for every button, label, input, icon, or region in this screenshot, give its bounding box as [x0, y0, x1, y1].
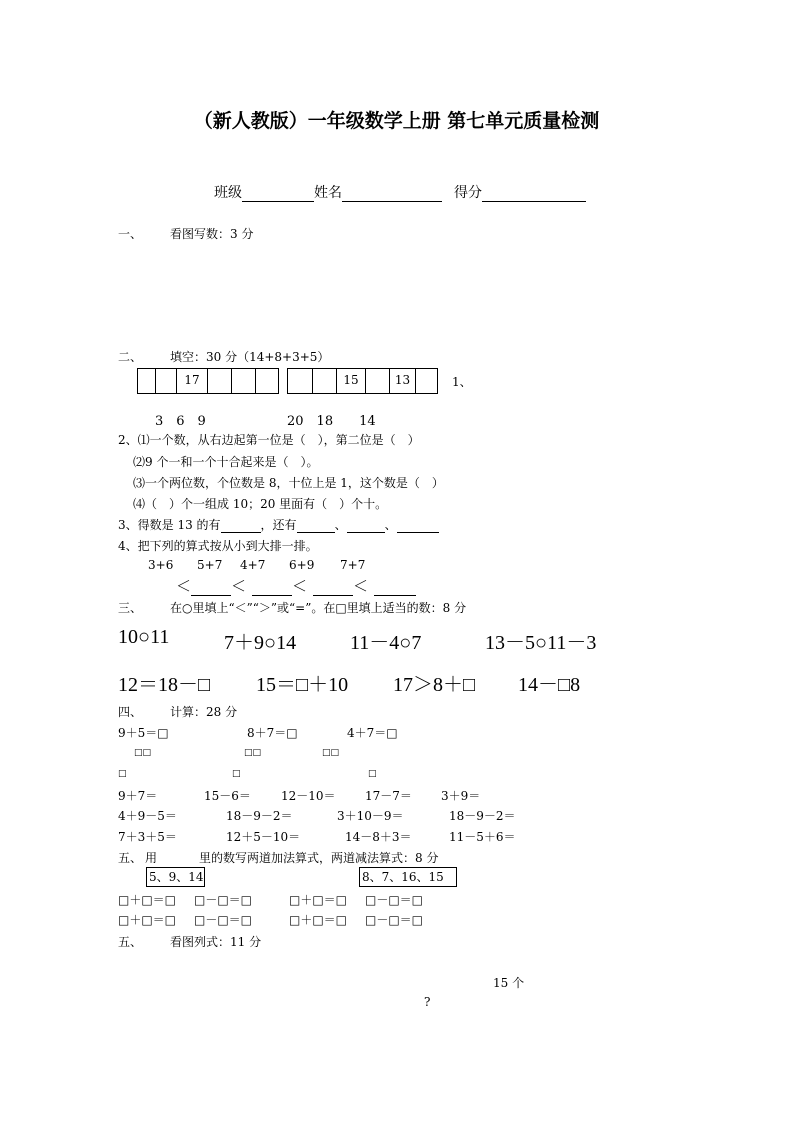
expr-item: 5+7 [197, 558, 223, 572]
grid-cell: 13 [390, 368, 416, 394]
question-2b: ⑵9 个一和一个十合起来是（ ）。 [133, 455, 319, 469]
question-2a: 2、⑴一个数，从右边起第一位是（ ），第二位是（ ） [118, 433, 420, 447]
grid-cell[interactable] [256, 368, 279, 394]
section-4-number: 四、 [118, 705, 143, 719]
calc-item: 4＋7＝□ [347, 726, 398, 740]
number-grid-right [287, 368, 438, 394]
separator: 、 [384, 518, 397, 532]
question-4: 4、把下列的算式按从小到大排一排。 [118, 539, 318, 553]
expr-item: 4+7 [240, 558, 266, 572]
section-4-heading: 计算：28 分 [170, 705, 238, 719]
section-1-heading: 看图写数：3 分 [170, 227, 254, 241]
expr-item: 6+9 [289, 558, 315, 572]
name-label: 姓名 [314, 185, 342, 201]
less-than-sign: ＜ [176, 577, 192, 595]
answer-blank[interactable] [221, 518, 261, 533]
compare-item: 11－4○7 [350, 632, 422, 654]
equation-template: □－□＝□ [194, 913, 253, 927]
compare-item: 7＋9○14 [224, 632, 297, 654]
grid-cell[interactable] [313, 368, 337, 394]
student-info-line [214, 182, 586, 202]
calc-item: 18－9－2＝ [449, 809, 516, 823]
calc-item: 9＋5＝□ [118, 726, 169, 740]
question-3-more: ，还有 [260, 518, 297, 532]
fill-item: 17＞8＋□ [393, 674, 476, 696]
calc-item: 17－7＝ [365, 789, 412, 803]
separator: 、 [334, 518, 347, 532]
less-than-sign: ＜ [353, 577, 369, 595]
grid-cell[interactable] [288, 368, 313, 394]
work-box: □ [232, 769, 241, 779]
calc-item: 7＋3＋5＝ [118, 830, 177, 844]
number-set-box: 5、9、14 [146, 867, 205, 887]
calc-item: 3＋10－9＝ [337, 809, 404, 823]
score-blank[interactable] [482, 187, 586, 202]
grid-cell[interactable] [156, 368, 177, 394]
question-3 [118, 516, 439, 533]
work-box: □ [118, 769, 127, 779]
calc-item: 8＋7＝□ [247, 726, 298, 740]
work-boxes: □□ [134, 748, 152, 758]
calc-item: 12＋5－10＝ [226, 830, 301, 844]
calc-item: 14－8＋3＝ [345, 830, 412, 844]
grid-cell[interactable] [232, 368, 256, 394]
equation-template: □＋□＝□ [289, 893, 348, 907]
work-box: □ [368, 769, 377, 779]
calc-item: 9＋7＝ [118, 789, 158, 803]
calc-item: 4＋9－5＝ [118, 809, 177, 823]
work-boxes: □□ [322, 748, 340, 758]
class-blank[interactable] [242, 187, 314, 202]
picture-label: 15 个 [493, 976, 525, 990]
answer-blank[interactable] [297, 518, 335, 533]
question-2d: ⑷（ ）个一组成 10；20 里面有（ ）个十。 [133, 497, 388, 511]
answer-blank[interactable] [313, 581, 353, 596]
page-title: （新人教版）一年级数学上册 第七单元质量检测 [193, 110, 600, 132]
fill-item: 14－□8 [518, 674, 581, 696]
calc-item: 18－9－2＝ [226, 809, 293, 823]
section-2-heading: 填空：30 分（14+8+3+5） [170, 350, 330, 364]
question-3-text: 3、得数是 13 的有 [118, 518, 221, 532]
number-grid-left [137, 368, 279, 394]
work-boxes: □□ [244, 748, 262, 758]
grid-cell[interactable] [208, 368, 232, 394]
section-6-heading: 看图列式：11 分 [170, 935, 262, 949]
name-blank[interactable] [342, 187, 442, 202]
equation-template: □＋□＝□ [289, 913, 348, 927]
equation-template: □＋□＝□ [118, 893, 177, 907]
less-than-sign: ＜ [231, 577, 247, 595]
score-label: 得分 [454, 185, 482, 201]
section-5-number: 五、 [118, 851, 143, 865]
grid-cell: 15 [337, 368, 366, 394]
grid-cell[interactable] [138, 368, 156, 394]
section-6-number: 五、 [118, 935, 143, 949]
answer-blank[interactable] [397, 518, 439, 533]
compare-item: 13－5○11－3 [485, 632, 597, 654]
section-5-text-b: 里的数写两道加法算式，两道减法算式：8 分 [199, 851, 439, 865]
answer-blank[interactable] [347, 518, 385, 533]
less-than-sign: ＜ [292, 577, 308, 595]
question-mark: ? [424, 995, 431, 1009]
class-label: 班级 [214, 185, 242, 201]
equation-template: □－□＝□ [365, 913, 424, 927]
ordering-line [176, 575, 416, 596]
equation-template: □－□＝□ [365, 893, 424, 907]
calc-item: 11－5＋6＝ [449, 830, 516, 844]
grid-cell[interactable] [366, 368, 390, 394]
choice-numbers-right: 20 18 14 [287, 414, 376, 429]
section-3-number: 三、 [118, 601, 143, 615]
expr-item: 7+7 [340, 558, 366, 572]
choice-numbers-left: 3 6 9 [155, 414, 206, 429]
equation-template: □＋□＝□ [118, 913, 177, 927]
calc-item: 15－6＝ [204, 789, 251, 803]
fill-item: 12＝18－□ [118, 674, 211, 696]
compare-item: 10○11 [118, 626, 170, 648]
expr-item: 3+6 [148, 558, 174, 572]
fill-item: 15＝□＋10 [256, 674, 349, 696]
section-2-number: 二、 [118, 350, 143, 364]
number-set-box: 8、7、16、15 [359, 867, 457, 887]
answer-blank[interactable] [374, 581, 416, 596]
calc-item: 12－10＝ [281, 789, 336, 803]
question-2c: ⑶一个两位数，个位数是 8，十位上是 1，这个数是（ ） [133, 476, 444, 490]
answer-blank[interactable] [252, 581, 292, 596]
section-1-number: 一、 [118, 227, 143, 241]
grid-cell[interactable] [416, 368, 438, 394]
grid-cell: 17 [177, 368, 208, 394]
answer-blank[interactable] [191, 581, 231, 596]
equation-template: □－□＝□ [194, 893, 253, 907]
section-3-heading: 在○里填上“＜”“＞”或“=”。在□里填上适当的数：8 分 [170, 601, 467, 615]
section-5-text-a: 用 [145, 851, 158, 865]
question-1-label: 1、 [452, 375, 472, 389]
calc-item: 3＋9＝ [441, 789, 481, 803]
